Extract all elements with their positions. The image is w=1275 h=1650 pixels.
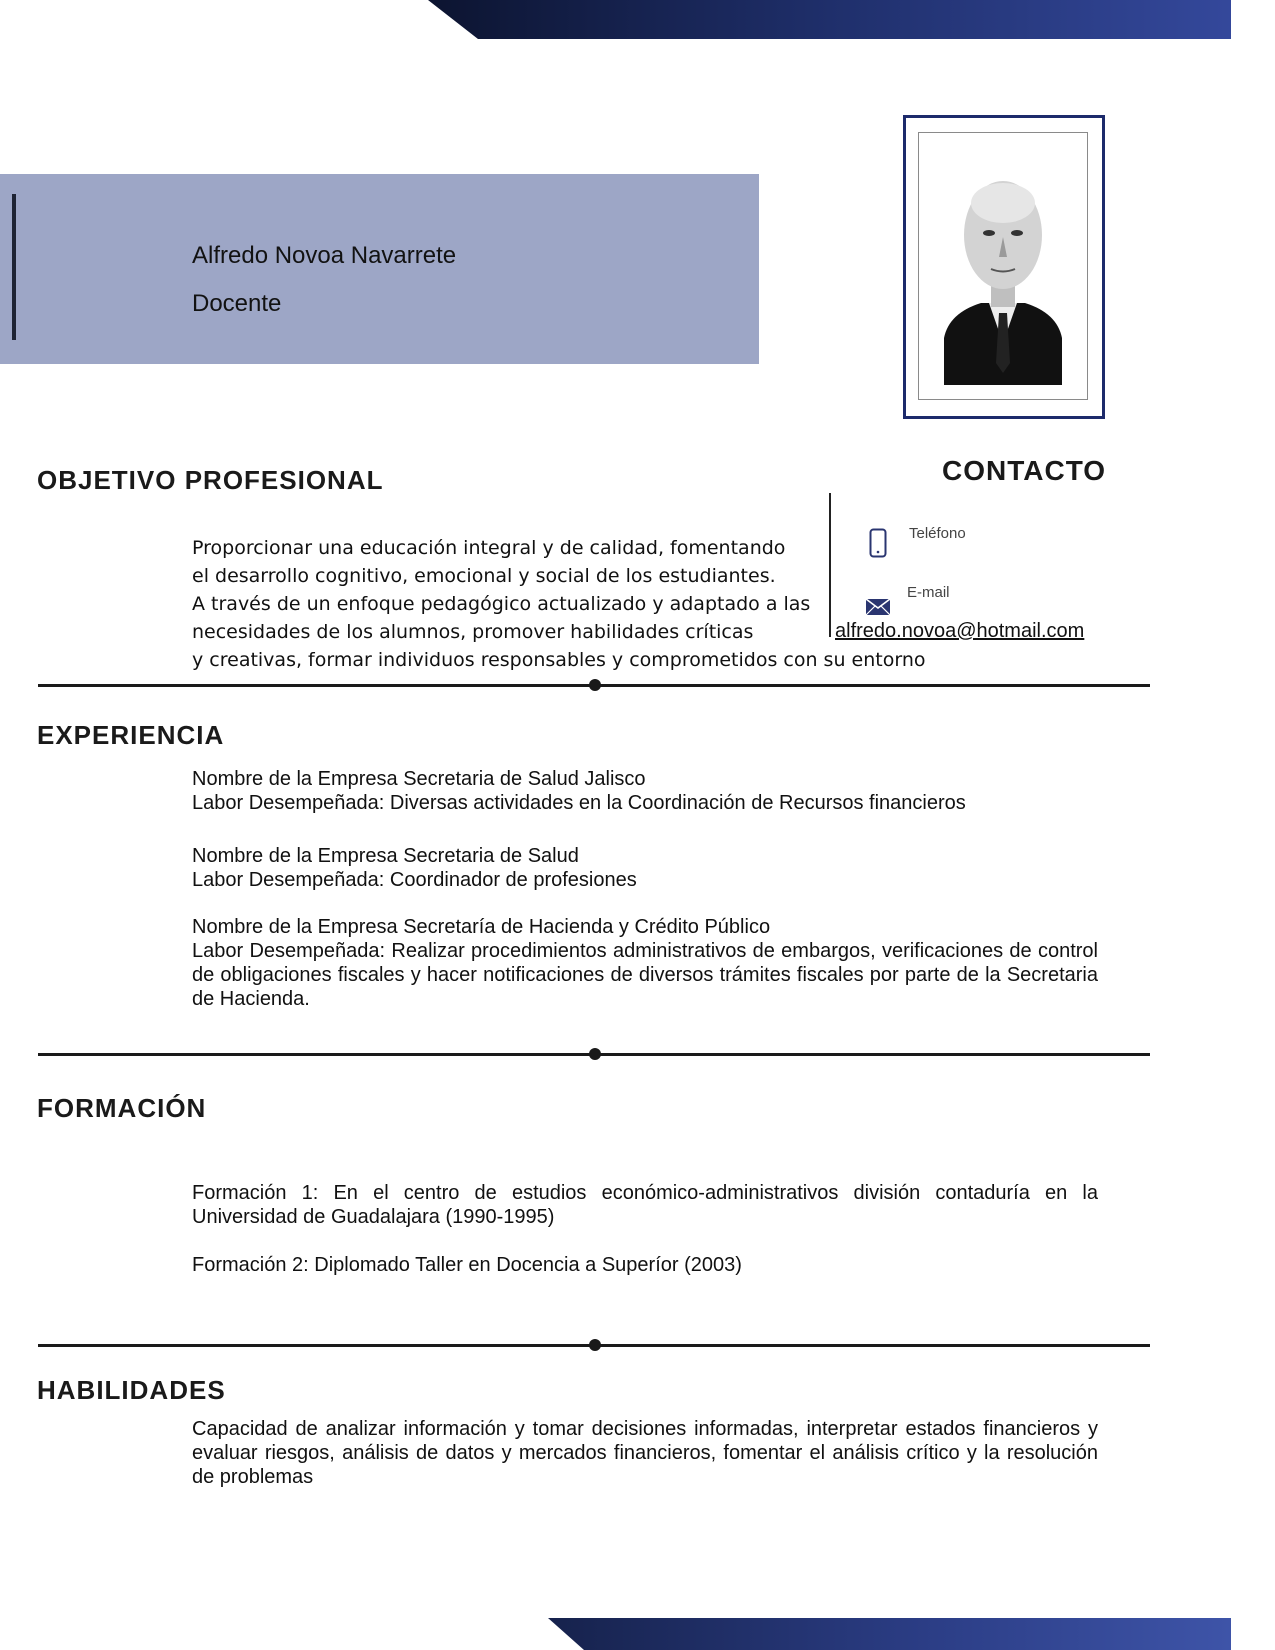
education-item: Formación 1: En el centro de estudios económico-administrativos división contaduría en la Universidad de Guadalajara (1990-1995)	[192, 1182, 1098, 1228]
education-item: Formación 2: Diplomado Taller en Docencia a Superíor (2003)	[192, 1254, 742, 1276]
phone-label: Teléfono	[909, 525, 966, 542]
experience-company: Nombre de la Empresa Secretaria de Salud	[192, 845, 579, 867]
experience-item	[192, 915, 1098, 1011]
education-title: FORMACIÓN	[37, 1093, 207, 1123]
skills-title: HABILIDADES	[37, 1375, 226, 1405]
section-divider	[38, 684, 1150, 687]
divider-dot	[589, 1048, 601, 1060]
divider-dot	[589, 679, 601, 691]
experience-item	[192, 844, 1098, 892]
objective-line: A través de un enfoque pedagógico actualizado y adaptado a las	[192, 593, 811, 615]
objective-line: Proporcionar una educación integral y de calidad, fomentando	[192, 537, 786, 559]
experience-item	[192, 767, 1098, 815]
experience-role: Labor Desempeñada: Realizar procedimientos administrativos de embargos, verificaciones de control de obligaciones fiscales y hacer notificaciones de diversos trámites fiscales por parte de la Secretaria de Hacienda.	[192, 940, 1098, 1010]
objective-text	[192, 534, 932, 674]
experience-title: EXPERIENCIA	[37, 720, 225, 750]
job-title: Docente	[192, 290, 282, 317]
experience-role: Labor Desempeñada: Diversas actividades en la Coordinación de Recursos financieros	[192, 792, 966, 814]
objective-line: y creativas, formar individuos responsables y comprometidos con su entorno	[192, 649, 926, 671]
experience-company: Nombre de la Empresa Secretaría de Hacienda y Crédito Público	[192, 916, 771, 938]
email-icon	[865, 598, 891, 616]
objective-line: el desarrollo cognitivo, emocional y social de los estudiantes.	[192, 565, 776, 587]
contact-divider	[829, 493, 831, 637]
section-divider	[38, 1053, 1150, 1056]
experience-company: Nombre de la Empresa Secretaria de Salud Jalisco	[192, 768, 646, 790]
photo-frame	[903, 115, 1105, 419]
name-header-block	[0, 174, 759, 364]
email-link[interactable]: alfredo.novoa@hotmail.com	[835, 620, 1085, 642]
objective-title: OBJETIVO PROFESIONAL	[37, 465, 384, 495]
name-accent-bar	[12, 194, 16, 340]
section-divider	[38, 1344, 1150, 1347]
objective-line: necesidades de los alumnos, promover habilidades críticas	[192, 621, 754, 643]
email-label: E-mail	[907, 584, 950, 601]
experience-role: Labor Desempeñada: Coordinador de profesiones	[192, 869, 637, 891]
top-decorative-band	[428, 0, 1231, 39]
contact-title: CONTACTO	[942, 455, 1107, 486]
portrait-photo	[918, 132, 1088, 400]
phone-icon	[869, 528, 887, 558]
full-name: Alfredo Novoa Navarrete	[192, 242, 457, 269]
skills-text: Capacidad de analizar información y tomar decisiones informadas, interpretar estados financieros y evaluar riesgos, análisis de datos y mercados financieros, fomentar el análisis crítico y la resolución de problemas	[192, 1418, 1098, 1488]
divider-dot	[589, 1339, 601, 1351]
bottom-decorative-band	[548, 1618, 1231, 1650]
